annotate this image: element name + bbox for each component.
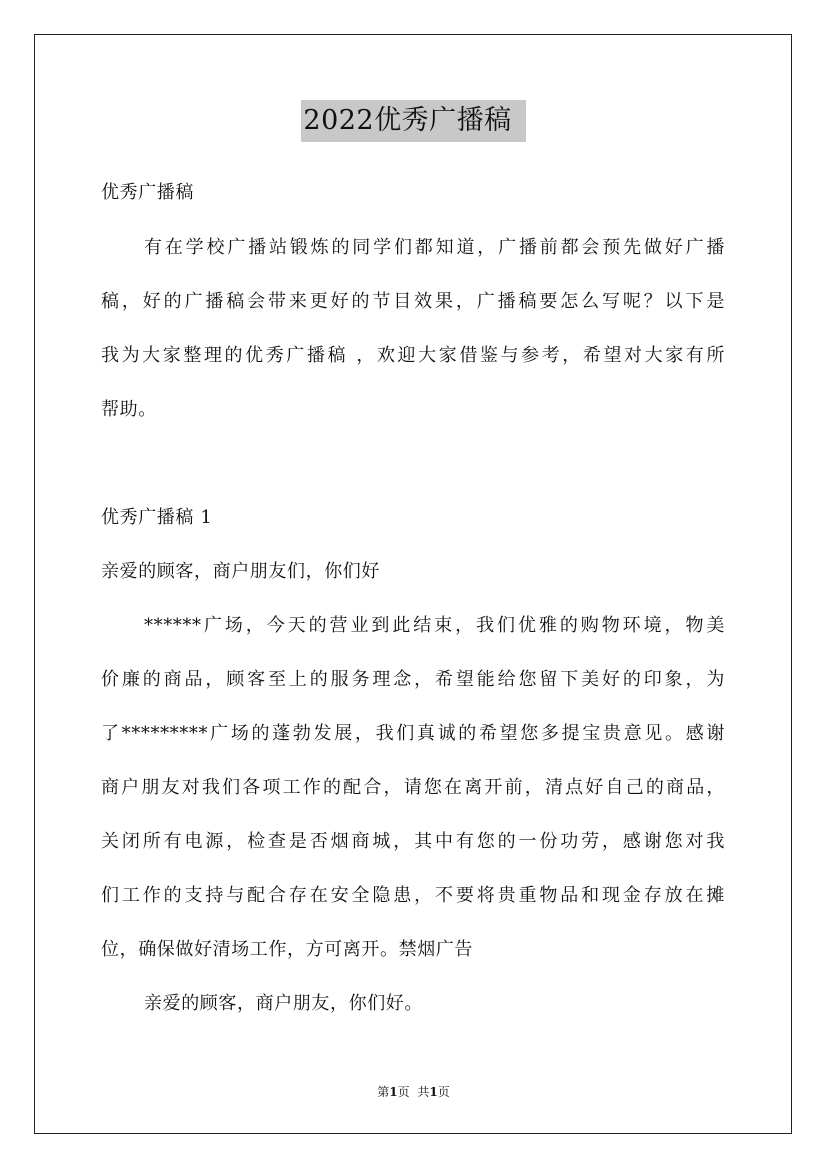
document-title: 2022优秀广播稿 xyxy=(301,100,525,142)
footer-total-suffix: 页 xyxy=(437,1085,450,1099)
paragraph-line: 们工作的支持与配合存在安全隐患，不要将贵重物品和现金存放在摊 xyxy=(101,885,725,906)
paragraph-line: 了*********广场的蓬勃发展，我们真诚的希望您多提宝贵意见。感谢 xyxy=(101,723,725,744)
paragraph-line: 稿，好的广播稿会带来更好的节目效果，广播稿要怎么写呢？以下是 xyxy=(101,291,725,312)
footer-page-suffix: 页 xyxy=(397,1085,410,1099)
footer-page-prefix: 第 xyxy=(377,1085,390,1099)
footer-page-total: 1 xyxy=(429,1085,438,1099)
paragraph-line: 有在学校广播站锻炼的同学们都知道，广播前都会预先做好广播 xyxy=(144,237,725,258)
paragraph-line: 我为大家整理的优秀广播稿 ，欢迎大家借鉴与参考，希望对大家有所 xyxy=(101,345,725,366)
paragraph-line: 帮助。 xyxy=(101,399,157,420)
footer-page-current: 1 xyxy=(389,1085,398,1099)
title-wrap xyxy=(0,100,827,142)
page-footer xyxy=(0,1083,827,1101)
footer-total-prefix: 共 xyxy=(417,1085,430,1099)
paragraph-line: 价廉的商品，顾客至上的服务理念，希望能给您留下美好的印象，为 xyxy=(101,669,725,690)
section-heading-1: 优秀广播稿 1 xyxy=(101,507,213,528)
greeting-line: 亲爱的顾客，商户朋友们，你们好 xyxy=(101,561,380,582)
paragraph-line: ******广场，今天的营业到此结束，我们优雅的购物环境，物美 xyxy=(144,615,725,636)
paragraph-line: 位，确保做好清场工作，方可离开。禁烟广告 xyxy=(101,939,473,960)
paragraph-line: 商户朋友对我们各项工作的配合，请您在离开前，清点好自己的商品， xyxy=(101,777,725,798)
paragraph-line: 亲爱的顾客，商户朋友，你们好。 xyxy=(144,993,423,1014)
section-heading-intro: 优秀广播稿 xyxy=(101,182,194,203)
paragraph-line: 关闭所有电源，检查是否烟商城，其中有您的一份功劳，感谢您对我 xyxy=(101,831,725,852)
